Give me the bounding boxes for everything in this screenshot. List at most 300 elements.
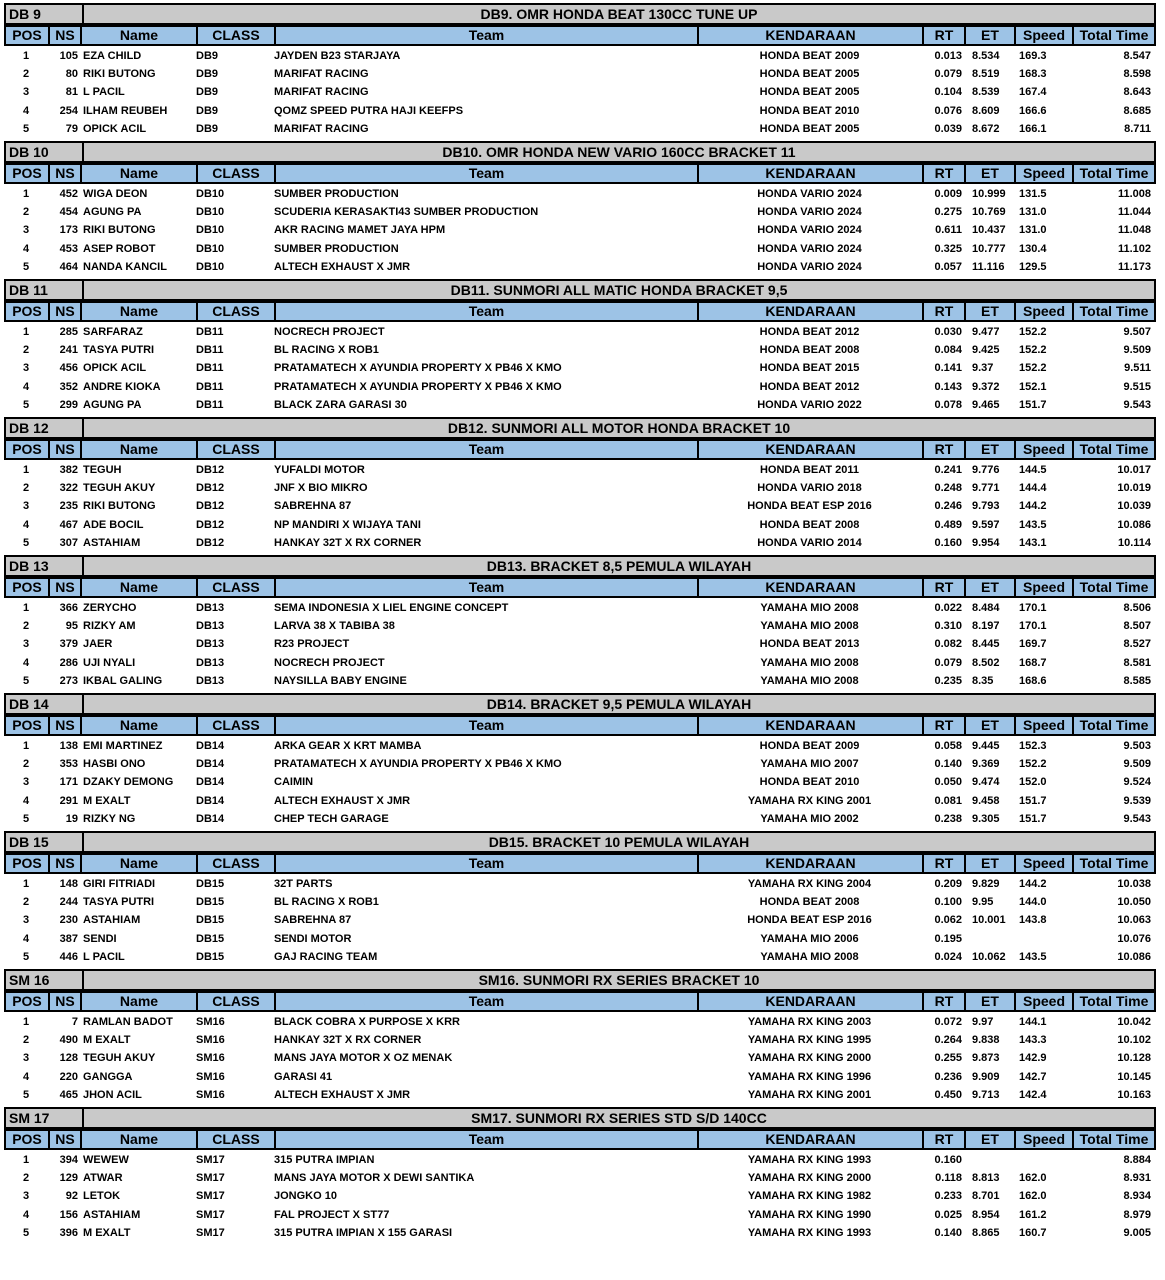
cell-pos: 2	[22, 758, 30, 770]
cell-class: DB11	[196, 381, 224, 393]
cell-total-time: 8.507	[1123, 620, 1151, 632]
cell-rt: 0.078	[934, 399, 962, 411]
cell-speed: 144.0	[1019, 896, 1047, 908]
cell-team: FAL PROJECT X ST77	[274, 1209, 390, 1221]
race-section	[4, 417, 1156, 555]
cell-speed: 169.3	[1019, 50, 1047, 62]
table-row	[4, 65, 1156, 83]
table-row	[4, 755, 1156, 773]
cell-speed: 142.7	[1019, 1071, 1047, 1083]
cell-rt: 0.024	[934, 951, 962, 963]
cell-rt: 0.050	[934, 776, 962, 788]
cell-rt: 0.081	[934, 795, 962, 807]
cell-total-time: 10.145	[1117, 1071, 1151, 1083]
column-header-pos: POS	[6, 441, 50, 458]
cell-total-time: 11.173	[1117, 261, 1151, 273]
cell-ns: 453	[59, 243, 78, 255]
cell-speed: 143.5	[1019, 951, 1047, 963]
cell-total-time: 9.543	[1123, 813, 1151, 825]
cell-ns: 19	[65, 813, 78, 825]
class-code: SM 16	[6, 971, 84, 989]
cell-pos: 5	[22, 1227, 30, 1239]
cell-pos: 5	[22, 1089, 30, 1101]
table-row	[4, 396, 1156, 414]
table-row	[4, 948, 1156, 966]
cell-team: ALTECH EXHAUST X JMR	[274, 1089, 411, 1101]
cell-name: ILHAM REUBEH	[83, 105, 168, 117]
cell-class: SM17	[196, 1227, 225, 1239]
cell-et: 9.793	[972, 500, 1000, 512]
cell-name: LETOK	[83, 1190, 121, 1202]
column-header-total-time: Total Time	[1079, 717, 1149, 733]
cell-total-time: 10.102	[1117, 1034, 1151, 1046]
column-header-team: Team	[276, 855, 699, 872]
column-header-pos: POS	[6, 303, 50, 320]
column-header-speed: Speed	[1016, 855, 1074, 872]
cell-team: MARIFAT RACING	[274, 68, 369, 80]
column-header-total-time: Total Time	[1079, 855, 1149, 871]
race-section	[4, 1107, 1156, 1245]
cell-pos: 1	[22, 188, 30, 200]
cell-total-time: 10.042	[1117, 1016, 1151, 1028]
cell-team: SABREHNA 87	[274, 500, 352, 512]
table-row	[4, 672, 1156, 690]
cell-rt: 0.143	[934, 381, 962, 393]
cell-speed: 143.5	[1019, 519, 1047, 531]
column-header-class: CLASS	[198, 165, 276, 182]
column-header-row	[4, 301, 1156, 322]
cell-ns: 352	[59, 381, 78, 393]
cell-pos: 3	[22, 362, 30, 374]
cell-pos: 5	[22, 813, 30, 825]
cell-kendaraan: HONDA BEAT 2015	[759, 362, 860, 374]
cell-pos: 1	[22, 602, 30, 614]
column-header-ns: NS	[50, 993, 82, 1010]
cell-name: UJI NYALI	[83, 657, 136, 669]
cell-ns: 307	[59, 537, 78, 549]
cell-name: TEGUH AKUY	[83, 1052, 156, 1064]
cell-name: TEGUH AKUY	[83, 482, 156, 494]
cell-class: DB9	[196, 68, 219, 80]
table-row	[4, 102, 1156, 120]
column-header-et: ET	[966, 165, 1016, 182]
cell-kendaraan: HONDA BEAT ESP 2016	[747, 914, 872, 926]
cell-kendaraan: HONDA BEAT 2010	[759, 105, 860, 117]
cell-total-time: 9.005	[1123, 1227, 1151, 1239]
cell-speed: 130.4	[1019, 243, 1047, 255]
cell-total-time: 8.711	[1124, 123, 1151, 135]
cell-pos: 3	[22, 500, 30, 512]
column-header-total-time: Total Time	[1079, 27, 1149, 43]
cell-kendaraan: HONDA VARIO 2024	[757, 224, 862, 236]
cell-name: RIKI BUTONG	[83, 68, 156, 80]
cell-et: 8.954	[972, 1209, 1000, 1221]
column-header-row	[4, 577, 1156, 598]
race-section	[4, 555, 1156, 693]
cell-team: BLACK COBRA X PURPOSE X KRR	[274, 1016, 460, 1028]
cell-ns: 156	[59, 1209, 78, 1221]
column-header-speed: Speed	[1016, 27, 1074, 44]
cell-speed: 169.7	[1019, 638, 1047, 650]
cell-team: R23 PROJECT	[274, 638, 350, 650]
cell-kendaraan: YAMAHA MIO 2008	[760, 951, 859, 963]
column-header-total-time: Total Time	[1079, 165, 1149, 181]
cell-total-time: 8.527	[1123, 638, 1151, 650]
cell-class: SM16	[196, 1016, 225, 1028]
table-row	[4, 737, 1156, 755]
cell-et: 10.999	[972, 188, 1006, 200]
cell-team: SEMA INDONESIA X LIEL ENGINE CONCEPT	[274, 602, 509, 614]
cell-kendaraan: HONDA BEAT 2012	[759, 326, 860, 338]
table-row	[4, 534, 1156, 552]
cell-team: AKR RACING MAMET JAYA HPM	[274, 224, 446, 236]
cell-rt: 0.209	[934, 878, 962, 890]
cell-name: TASYA PUTRI	[83, 344, 155, 356]
cell-et: 9.369	[972, 758, 1000, 770]
column-header-class: CLASS	[198, 855, 276, 872]
cell-speed: 129.5	[1019, 261, 1047, 273]
cell-class: SM16	[196, 1089, 225, 1101]
table-row	[4, 203, 1156, 221]
column-header-team: Team	[276, 27, 699, 44]
cell-team: NOCRECH PROJECT	[274, 657, 385, 669]
cell-class: DB11	[196, 362, 224, 374]
cell-class: DB13	[196, 602, 225, 614]
cell-ns: 490	[59, 1034, 78, 1046]
cell-pos: 2	[22, 482, 30, 494]
column-header-speed: Speed	[1016, 717, 1074, 734]
cell-kendaraan: HONDA BEAT 2005	[759, 68, 860, 80]
cell-kendaraan: YAMAHA RX KING 2003	[747, 1016, 872, 1028]
cell-kendaraan: YAMAHA MIO 2006	[760, 933, 859, 945]
cell-name: L PACIL	[83, 86, 125, 98]
cell-name: ASTAHIAM	[83, 537, 141, 549]
cell-name: GANGGA	[83, 1071, 133, 1083]
column-header-class: CLASS	[198, 1131, 276, 1148]
column-header-et: ET	[966, 27, 1016, 44]
cell-class: DB12	[196, 464, 225, 476]
cell-ns: 446	[59, 951, 78, 963]
cell-et: 9.425	[972, 344, 1000, 356]
cell-et: 9.838	[972, 1034, 1000, 1046]
cell-rt: 0.009	[934, 188, 962, 200]
cell-team: JONGKO 10	[274, 1190, 337, 1202]
column-header-rt: RT	[924, 855, 966, 872]
cell-pos: 5	[22, 261, 30, 273]
cell-class: DB13	[196, 620, 225, 632]
cell-team: SCUDERIA KERASAKTI43 SUMBER PRODUCTION	[274, 206, 539, 218]
cell-class: SM16	[196, 1052, 225, 1064]
class-title: DB15. BRACKET 10 PEMULA WILAYAH	[488, 834, 750, 850]
cell-pos: 1	[22, 1154, 30, 1166]
cell-name: NANDA KANCIL	[83, 261, 167, 273]
cell-class: DB14	[196, 740, 225, 752]
cell-rt: 0.236	[934, 1071, 962, 1083]
cell-rt: 0.022	[934, 602, 962, 614]
class-code: DB 10	[6, 143, 84, 161]
cell-pos: 4	[22, 795, 30, 807]
cell-class: DB14	[196, 758, 225, 770]
cell-rt: 0.084	[934, 344, 962, 356]
column-header-class: CLASS	[198, 27, 276, 44]
cell-rt: 0.248	[934, 482, 962, 494]
column-header-team: Team	[276, 165, 699, 182]
cell-speed: 152.0	[1019, 776, 1047, 788]
cell-class: DB11	[196, 399, 224, 411]
race-section	[4, 693, 1156, 831]
table-row	[4, 240, 1156, 258]
cell-name: HASBI ONO	[83, 758, 146, 770]
column-header-class: CLASS	[198, 579, 276, 596]
column-header-speed: Speed	[1016, 579, 1074, 596]
cell-rt: 0.140	[934, 758, 962, 770]
cell-name: ANDRE KIOKA	[83, 381, 161, 393]
table-row	[4, 1224, 1156, 1242]
column-header-total-time: Total Time	[1079, 303, 1149, 319]
cell-name: ASEP ROBOT	[83, 243, 156, 255]
column-header-name: Name	[82, 165, 198, 182]
cell-speed: 162.0	[1019, 1190, 1047, 1202]
cell-team: SUMBER PRODUCTION	[274, 243, 399, 255]
column-header-row	[4, 1129, 1156, 1150]
cell-rt: 0.062	[934, 914, 962, 926]
cell-name: RIKI BUTONG	[83, 500, 156, 512]
cell-class: DB14	[196, 813, 225, 825]
cell-pos: 1	[22, 50, 30, 62]
cell-pos: 5	[22, 951, 30, 963]
cell-name: JAER	[83, 638, 113, 650]
cell-speed: 143.1	[1019, 537, 1047, 549]
column-header-rt: RT	[924, 1131, 966, 1148]
cell-kendaraan: HONDA VARIO 2024	[757, 261, 862, 273]
cell-kendaraan: YAMAHA MIO 2008	[760, 620, 859, 632]
cell-rt: 0.058	[934, 740, 962, 752]
cell-pos: 3	[22, 638, 30, 650]
class-code: DB 11	[6, 281, 84, 299]
column-header-pos: POS	[6, 993, 50, 1010]
cell-name: RAMLAN BADOT	[83, 1016, 173, 1028]
cell-rt: 0.030	[934, 326, 962, 338]
column-header-ns: NS	[50, 441, 82, 458]
column-header-team: Team	[276, 993, 699, 1010]
class-title: DB9. OMR HONDA BEAT 130CC TUNE UP	[480, 6, 758, 22]
cell-kendaraan: YAMAHA RX KING 2000	[747, 1172, 872, 1184]
cell-pos: 4	[22, 519, 30, 531]
cell-name: EZA CHILD	[83, 50, 142, 62]
column-header-name: Name	[82, 441, 198, 458]
class-code: DB 13	[6, 557, 84, 575]
column-header-et: ET	[966, 441, 1016, 458]
cell-ns: 379	[59, 638, 78, 650]
cell-ns: 467	[59, 519, 78, 531]
cell-et: 9.909	[972, 1071, 1000, 1083]
cell-total-time: 11.008	[1117, 188, 1151, 200]
cell-kendaraan: HONDA BEAT 2008	[759, 344, 860, 356]
cell-team: SABREHNA 87	[274, 914, 352, 926]
cell-total-time: 8.547	[1123, 50, 1151, 62]
cell-pos: 3	[22, 914, 30, 926]
column-header-rt: RT	[924, 717, 966, 734]
cell-kendaraan: YAMAHA RX KING 2001	[747, 795, 872, 807]
cell-name: OPICK ACIL	[83, 123, 147, 135]
table-row	[4, 930, 1156, 948]
cell-total-time: 9.524	[1123, 776, 1151, 788]
column-header-class: CLASS	[198, 717, 276, 734]
cell-pos: 1	[22, 878, 30, 890]
cell-rt: 0.082	[934, 638, 962, 650]
cell-speed: 143.8	[1019, 914, 1047, 926]
column-header-row	[4, 715, 1156, 736]
cell-team: 315 PUTRA IMPIAN	[274, 1154, 375, 1166]
column-header-row	[4, 439, 1156, 460]
column-header-total-time: Total Time	[1079, 1131, 1149, 1147]
cell-ns: 465	[59, 1089, 78, 1101]
column-header-et: ET	[966, 993, 1016, 1010]
cell-ns: 286	[59, 657, 78, 669]
cell-pos: 2	[22, 896, 30, 908]
cell-total-time: 8.934	[1123, 1190, 1151, 1202]
column-header-rt: RT	[924, 579, 966, 596]
cell-kendaraan: HONDA BEAT 2008	[759, 896, 860, 908]
cell-et: 9.37	[972, 362, 994, 374]
cell-pos: 2	[22, 620, 30, 632]
cell-rt: 0.076	[934, 105, 962, 117]
cell-pos: 2	[22, 68, 30, 80]
cell-et: 8.35	[972, 675, 994, 687]
cell-kendaraan: HONDA VARIO 2022	[757, 399, 862, 411]
column-header-kendaraan: KENDARAAN	[699, 303, 924, 320]
column-header-total-time: Total Time	[1079, 441, 1149, 457]
cell-et: 9.445	[972, 740, 1000, 752]
table-row	[4, 185, 1156, 203]
column-header-et: ET	[966, 717, 1016, 734]
cell-ns: 92	[65, 1190, 78, 1202]
column-header-class: CLASS	[198, 993, 276, 1010]
cell-pos: 3	[22, 1052, 30, 1064]
cell-class: SM16	[196, 1071, 225, 1083]
cell-ns: 235	[59, 500, 78, 512]
column-header-pos: POS	[6, 855, 50, 872]
cell-ns: 291	[59, 795, 78, 807]
cell-speed: 162.0	[1019, 1172, 1047, 1184]
cell-ns: 128	[59, 1052, 78, 1064]
column-header-ns: NS	[50, 27, 82, 44]
column-header-speed: Speed	[1016, 441, 1074, 458]
cell-total-time: 10.163	[1117, 1089, 1151, 1101]
cell-name: M EXALT	[83, 1034, 131, 1046]
cell-class: DB15	[196, 914, 225, 926]
table-row	[4, 1187, 1156, 1205]
table-row	[4, 359, 1156, 377]
cell-team: QOMZ SPEED PUTRA HAJI KEEFPS	[274, 105, 464, 117]
column-header-et: ET	[966, 1131, 1016, 1148]
table-row	[4, 221, 1156, 239]
cell-class: DB12	[196, 519, 225, 531]
cell-et: 9.776	[972, 464, 1000, 476]
cell-kendaraan: HONDA BEAT 2008	[759, 519, 860, 531]
table-row	[4, 599, 1156, 617]
cell-total-time: 8.585	[1123, 675, 1151, 687]
cell-kendaraan: HONDA VARIO 2024	[757, 206, 862, 218]
column-header-name: Name	[82, 855, 198, 872]
cell-class: DB15	[196, 896, 225, 908]
class-code: DB 14	[6, 695, 84, 713]
cell-rt: 0.104	[934, 86, 962, 98]
cell-pos: 1	[22, 740, 30, 752]
cell-team: NAYSILLA BABY ENGINE	[274, 675, 407, 687]
cell-ns: 322	[59, 482, 78, 494]
cell-pos: 5	[22, 675, 30, 687]
table-row	[4, 323, 1156, 341]
cell-rt: 0.160	[934, 1154, 962, 1166]
cell-pos: 4	[22, 105, 30, 117]
table-row	[4, 654, 1156, 672]
cell-speed: 131.0	[1019, 224, 1047, 236]
cell-kendaraan: YAMAHA MIO 2008	[760, 602, 859, 614]
cell-total-time: 8.598	[1123, 68, 1151, 80]
cell-name: GIRI FITRIADI	[83, 878, 156, 890]
cell-rt: 0.310	[934, 620, 962, 632]
cell-et: 9.95	[972, 896, 994, 908]
cell-class: DB13	[196, 638, 225, 650]
cell-ns: 273	[59, 675, 78, 687]
cell-pos: 1	[22, 326, 30, 338]
cell-et: 8.534	[972, 50, 1000, 62]
cell-class: DB14	[196, 776, 225, 788]
column-header-class: CLASS	[198, 303, 276, 320]
cell-pos: 3	[22, 776, 30, 788]
cell-ns: 456	[59, 362, 78, 374]
cell-pos: 2	[22, 206, 30, 218]
cell-speed: 166.6	[1019, 105, 1047, 117]
cell-total-time: 10.086	[1117, 951, 1151, 963]
column-header-kendaraan: KENDARAAN	[699, 165, 924, 182]
cell-pos: 2	[22, 1172, 30, 1184]
cell-rt: 0.025	[934, 1209, 962, 1221]
cell-kendaraan: YAMAHA RX KING 2000	[747, 1052, 872, 1064]
column-header-speed: Speed	[1016, 1131, 1074, 1148]
cell-kendaraan: YAMAHA RX KING 1993	[747, 1154, 872, 1166]
cell-team: CHEP TECH GARAGE	[274, 813, 389, 825]
section-header	[4, 417, 1156, 439]
cell-et: 9.873	[972, 1052, 1000, 1064]
cell-total-time: 10.063	[1117, 914, 1151, 926]
class-code: DB 15	[6, 833, 84, 851]
cell-name: TEGUH	[83, 464, 122, 476]
column-header-row	[4, 163, 1156, 184]
cell-team: BL RACING X ROB1	[274, 344, 379, 356]
cell-ns: 382	[59, 464, 78, 476]
cell-et: 9.829	[972, 878, 1000, 890]
table-row	[4, 83, 1156, 101]
cell-et: 9.713	[972, 1089, 1000, 1101]
cell-name: EMI MARTINEZ	[83, 740, 163, 752]
cell-team: PRATAMATECH X AYUNDIA PROPERTY X PB46 X KMO	[274, 362, 562, 374]
class-code: SM 17	[6, 1109, 84, 1127]
table-row	[4, 911, 1156, 929]
race-section	[4, 141, 1156, 279]
column-header-name: Name	[82, 27, 198, 44]
cell-name: L PACIL	[83, 951, 125, 963]
cell-ns: 387	[59, 933, 78, 945]
cell-rt: 0.013	[934, 50, 962, 62]
cell-kendaraan: HONDA BEAT 2013	[759, 638, 860, 650]
cell-et: 8.445	[972, 638, 1000, 650]
cell-et: 9.477	[972, 326, 1000, 338]
cell-speed: 142.4	[1019, 1089, 1047, 1101]
cell-name: ASTAHIAM	[83, 914, 141, 926]
cell-speed: 131.5	[1019, 188, 1047, 200]
